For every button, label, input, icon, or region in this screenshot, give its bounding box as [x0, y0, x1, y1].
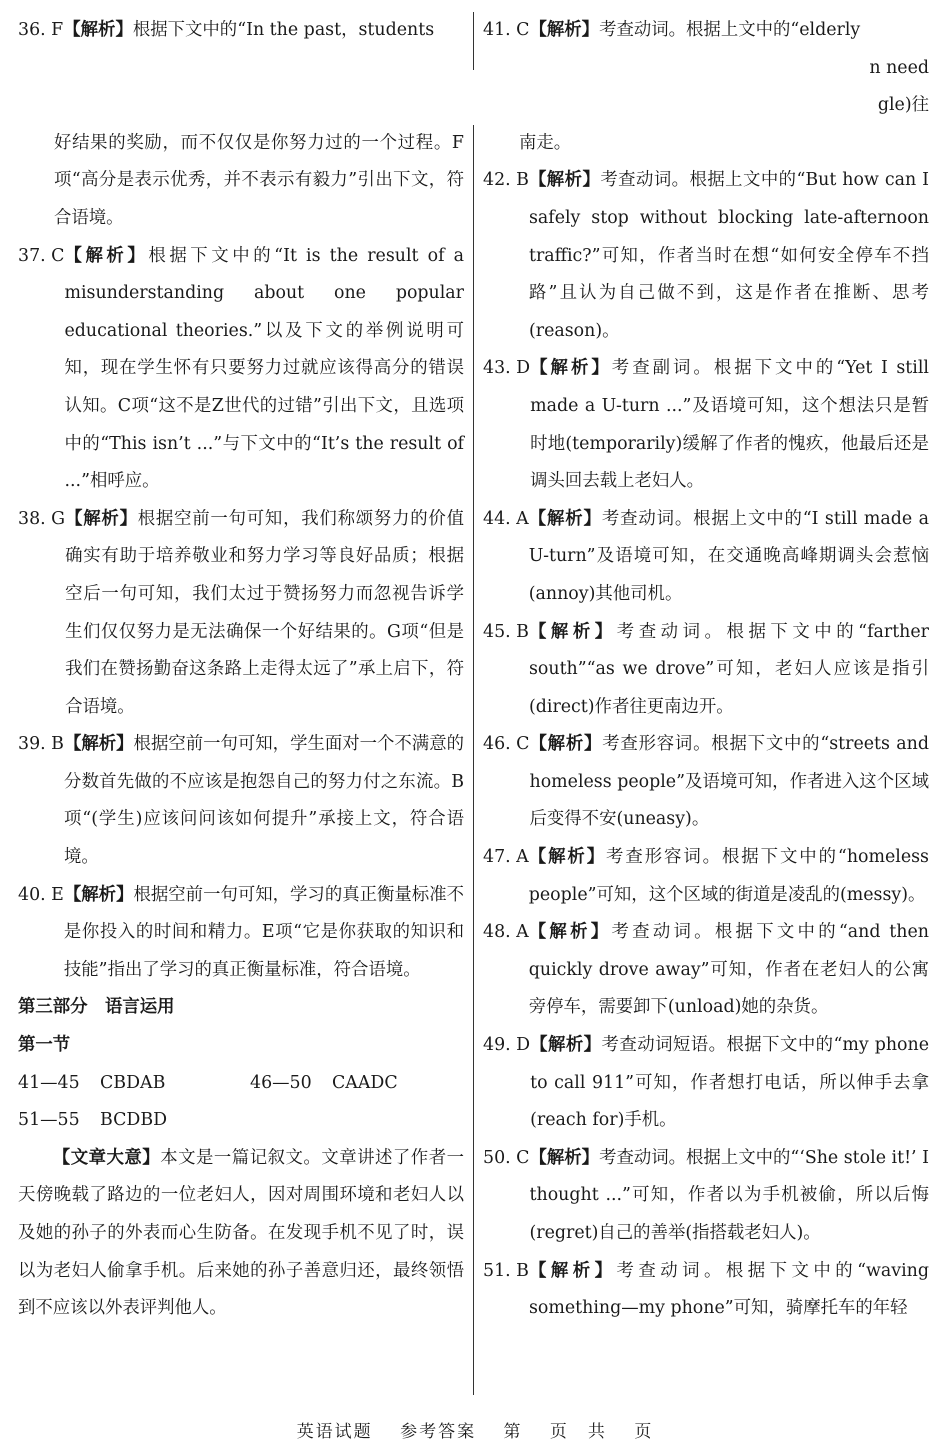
item-number: 38. G — [18, 508, 66, 529]
item-number: 42. B — [483, 170, 529, 191]
footer-page-post: 页 — [634, 1422, 654, 1442]
analysis-tag: 【解析】 — [529, 734, 603, 755]
item-text: 考查副词。根据下文中的“Yet I still made a U-turn ...”及语境可知，这个想法只是暂时地(temporarily)缓解了作者的愧疚，他最后还是调头回去载上老妇人。 — [530, 358, 929, 492]
column-divider-top — [473, 12, 474, 70]
item-number: 40. E — [18, 884, 64, 905]
item-text: 根据空前一句可知，我们称颂努力的价值确实有助于培养敬业和努力学习等良好品质；根据空后一句可知，我们太过于赞扬努力而忽视告诉学生们仅仅努力是无法确保一个好结果的。G项“但是我们在赞扬勤奋这条路上走得太远了”承上启下，符合语境。 — [65, 508, 464, 717]
item-number: 46. C — [483, 734, 530, 755]
answer-key-row-2 — [18, 1102, 464, 1140]
answer-item-40 — [18, 877, 464, 990]
answer-item-39 — [18, 726, 464, 876]
answer-range: 51—55 — [18, 1110, 80, 1131]
item-text-fragment: gle)往 — [877, 95, 929, 116]
item-number: 41. C — [483, 20, 530, 40]
subsection-title: 第一节 — [18, 1035, 71, 1056]
answer-item-41-continued — [483, 125, 929, 163]
item-text: 根据下文中的“It is the result of a misunderstanding about one popular educational theories.”以及下文的举例说明可知，现在学生怀有只要努力过就应该得高分的错误认知。C项“这不是Z世代的过错”引出下文，且选项中的“This isn’t ...”与下文中的“It’s the result of ...”相呼应。 — [64, 245, 464, 492]
item-number: 43. D — [483, 358, 531, 379]
answer-item-45 — [483, 614, 929, 727]
item-text-fragment: n need — [869, 57, 929, 78]
item-text: 考查形容词。根据下文中的“streets and homeless people”及语境可知，作者进入这个区域后变得不安(uneasy)。 — [529, 734, 929, 830]
section-title: 第三部分 语言运用 — [18, 997, 175, 1018]
answer-item-38 — [18, 501, 464, 727]
item-text: 南走。 — [519, 132, 572, 153]
answer-letters: CAADC — [332, 1072, 398, 1093]
item-text: 考查动词。根据上文中的“‘She stole it!’ I thought ...”可知，作者以为手机被偷，所以后悔(regret)自己的善举(指搭载老妇人)。 — [529, 1147, 929, 1243]
analysis-tag: 【解析】 — [530, 358, 612, 379]
answer-item-44 — [483, 501, 929, 614]
answer-item-49 — [483, 1027, 929, 1140]
item-number: 48. A — [483, 922, 529, 943]
footer-subject: 英语试题 — [296, 1422, 373, 1442]
analysis-tag: 【解析】 — [528, 847, 607, 868]
answer-range: 46—50 — [250, 1072, 312, 1093]
analysis-tag: 【解析】 — [63, 734, 134, 755]
answer-range: 41—45 — [18, 1072, 80, 1093]
item-number: 49. D — [483, 1035, 531, 1056]
answer-key-row-1 — [18, 1065, 464, 1103]
right-column — [483, 12, 929, 1328]
analysis-tag: 【解析】 — [63, 20, 133, 40]
answer-item-41 — [483, 12, 929, 50]
item-text: 考查动词。根据上文中的“But how can I safely stop without blocking late-afternoon traffic?”可知，作者当时在想“如何安全停车不挡路”且认为自己做不到，这是作者在推断、思考(reason)。 — [528, 170, 929, 341]
analysis-tag: 【解析】 — [63, 884, 134, 905]
answer-item-42 — [483, 162, 929, 350]
analysis-tag: 【解析】 — [65, 508, 138, 529]
summary-tag: 【文章大意】 — [52, 1147, 161, 1168]
answer-letters: CBDAB — [100, 1072, 166, 1093]
item-number: 45. B — [483, 621, 529, 642]
footer-page-mid: 页 共 — [549, 1422, 607, 1442]
answer-item-36-continued — [18, 125, 464, 238]
item-text: 考查动词。根据下文中的“waving something—my phone”可知，骑摩托车的年轻 — [528, 1260, 929, 1319]
analysis-tag: 【解析】 — [528, 508, 602, 529]
analysis-tag: 【解析】 — [64, 245, 149, 266]
article-summary — [18, 1140, 464, 1328]
answer-item-51 — [483, 1253, 929, 1328]
answer-item-43 — [483, 350, 929, 500]
item-text: 考查动词。根据上文中的“I still made a U-turn”及语境可知，在交通晚高峰期调头会惹恼(annoy)其他司机。 — [528, 508, 929, 604]
analysis-tag: 【解析】 — [529, 1147, 600, 1168]
answer-letters: BCDBD — [100, 1110, 168, 1131]
left-column — [18, 12, 464, 1328]
item-number: 47. A — [483, 847, 529, 868]
item-text: 根据空前一句可知，学习的真正衡量标准不是你投入的时间和精力。E项“它是你获取的知识和技能”指出了学习的真正衡量标准，符合语境。 — [63, 884, 464, 980]
item-text: 考查动词。根据下文中的“farther south”“as we drove”可知，老妇人应该是指引(direct)作者往更南边开。 — [528, 621, 929, 717]
item-text: 考查形容词。根据下文中的“homeless people”可知，这个区域的街道是凌乱的(messy)。 — [528, 847, 929, 905]
item-number: 44. A — [483, 508, 529, 529]
item-text: 考查动词。根据上文中的“elderly — [599, 20, 861, 40]
answer-item-37 — [18, 238, 464, 501]
item-text: 根据下文中的“In the past，students — [132, 20, 435, 40]
analysis-tag: 【解析】 — [528, 1260, 617, 1281]
page-footer — [0, 1417, 950, 1442]
answer-item-46 — [483, 726, 929, 839]
item-number: 51. B — [483, 1260, 529, 1281]
analysis-tag: 【解析】 — [529, 20, 600, 40]
answer-item-36 — [18, 12, 464, 50]
item-number: 50. C — [483, 1147, 530, 1168]
item-number: 39. B — [18, 734, 64, 755]
answer-item-50 — [483, 1140, 929, 1253]
item-text: 好结果的奖励，而不仅仅是你努力过的一个过程。F项“高分是表示优秀，并不表示有毅力”引出下文，符合语境。 — [54, 132, 464, 228]
analysis-tag: 【解析】 — [528, 621, 617, 642]
footer-answers-label: 参考答案 — [400, 1422, 477, 1442]
column-divider-bottom — [473, 125, 474, 1395]
analysis-tag: 【解析】 — [528, 922, 612, 943]
item-text: 根据空前一句可知，学生面对一个不满意的分数首先做的不应该是抱怨自己的努力付之东流。B项“(学生)应该问问该如何提升”承接上文，符合语境。 — [63, 734, 464, 868]
answer-item-47 — [483, 839, 929, 914]
footer-page-pre: 第 — [503, 1422, 523, 1442]
summary-text: 本文是一篇记叙文。文章讲述了作者一天傍晚载了路边的一位老妇人，因对周围环境和老妇人以及她的孙子的外表而心生防备。在发现手机不见了时，误以为老妇人偷拿手机。后来她的孙子善意归还，最终领悟到不应该以外表评判他人。 — [18, 1147, 464, 1319]
analysis-tag: 【解析】 — [530, 1035, 602, 1056]
item-number: 37. C — [18, 245, 65, 266]
item-text: 考查动词短语。根据下文中的“my phone to call 911”可知，作者想打电话，所以伸手去拿(reach for)手机。 — [530, 1035, 929, 1131]
analysis-tag: 【解析】 — [528, 170, 601, 191]
item-number: 36. F — [18, 20, 64, 40]
answer-item-48 — [483, 914, 929, 1027]
item-text: 考查动词。根据下文中的“and then quickly drove away”可知，作者在老妇人的公寓旁停车，需要卸下(unload)她的杂货。 — [528, 922, 929, 1018]
